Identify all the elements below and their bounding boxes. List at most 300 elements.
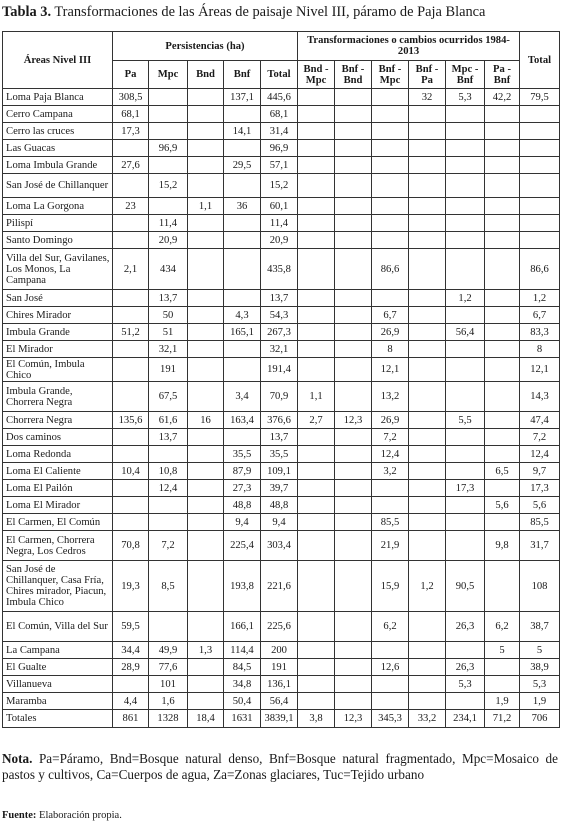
value-cell: 7,2 — [372, 429, 409, 446]
header-sub: Pa - Bnf — [485, 61, 520, 89]
value-cell — [298, 123, 335, 140]
value-cell: 267,3 — [261, 324, 298, 341]
value-cell: 34,8 — [224, 676, 261, 693]
value-cell — [446, 307, 485, 324]
value-cell — [113, 446, 149, 463]
value-cell: 32 — [409, 89, 446, 106]
value-cell — [335, 446, 372, 463]
value-cell — [113, 358, 149, 382]
value-cell — [446, 642, 485, 659]
value-cell — [298, 612, 335, 642]
value-cell — [446, 693, 485, 710]
value-cell — [485, 215, 520, 232]
value-cell — [446, 106, 485, 123]
value-cell — [485, 429, 520, 446]
value-cell: 29,5 — [224, 157, 261, 174]
table-row — [3, 341, 560, 358]
value-cell: 200 — [261, 642, 298, 659]
value-cell — [409, 290, 446, 307]
value-cell — [298, 140, 335, 157]
value-cell: 4,3 — [224, 307, 261, 324]
value-cell — [409, 612, 446, 642]
value-cell — [188, 157, 224, 174]
area-name-cell: Loma El Caliente — [3, 463, 113, 480]
value-cell — [335, 514, 372, 531]
area-name-cell: Imbula Grande — [3, 324, 113, 341]
value-cell — [409, 463, 446, 480]
value-cell — [113, 676, 149, 693]
value-cell — [335, 106, 372, 123]
area-name-cell: El Común, Imbula Chico — [3, 358, 113, 382]
header-sub: Bnd — [188, 61, 224, 89]
value-cell: 47,4 — [520, 412, 560, 429]
value-cell: 56,4 — [446, 324, 485, 341]
value-cell: 34,4 — [113, 642, 149, 659]
value-cell: 2,1 — [113, 249, 149, 290]
value-cell: 234,1 — [446, 710, 485, 728]
value-cell: 345,3 — [372, 710, 409, 728]
value-cell — [335, 497, 372, 514]
value-cell: 35,5 — [224, 446, 261, 463]
value-cell: 85,5 — [372, 514, 409, 531]
value-cell: 87,9 — [224, 463, 261, 480]
area-name-cell: Loma Paja Blanca — [3, 89, 113, 106]
value-cell — [335, 358, 372, 382]
value-cell: 26,3 — [446, 659, 485, 676]
value-cell — [298, 307, 335, 324]
value-cell: 308,5 — [113, 89, 149, 106]
value-cell: 56,4 — [261, 693, 298, 710]
value-cell: 18,4 — [188, 710, 224, 728]
value-cell: 5 — [485, 642, 520, 659]
value-cell: 28,9 — [113, 659, 149, 676]
header-sub: Total — [261, 61, 298, 89]
value-cell — [409, 429, 446, 446]
value-cell — [520, 174, 560, 198]
value-cell: 1631 — [224, 710, 261, 728]
value-cell — [446, 463, 485, 480]
area-name-cell: Cerro Campana — [3, 106, 113, 123]
value-cell — [485, 659, 520, 676]
table-row — [3, 514, 560, 531]
value-cell: 83,3 — [520, 324, 560, 341]
value-cell: 9,4 — [261, 514, 298, 531]
table-row — [3, 249, 560, 290]
value-cell — [520, 215, 560, 232]
value-cell: 165,1 — [224, 324, 261, 341]
value-cell — [298, 561, 335, 612]
value-cell: 15,2 — [261, 174, 298, 198]
header-sub: Bnf - Bnd — [335, 61, 372, 89]
value-cell — [188, 89, 224, 106]
value-cell — [188, 174, 224, 198]
value-cell: 8 — [520, 341, 560, 358]
value-cell — [335, 561, 372, 612]
value-cell — [485, 514, 520, 531]
value-cell: 11,4 — [261, 215, 298, 232]
value-cell — [372, 174, 409, 198]
value-cell — [446, 215, 485, 232]
value-cell: 2,7 — [298, 412, 335, 429]
value-cell: 16 — [188, 412, 224, 429]
value-cell: 15,2 — [149, 174, 188, 198]
value-cell — [298, 89, 335, 106]
value-cell — [372, 215, 409, 232]
area-name-cell: Villa del Sur, Gavilanes, Los Monos, La Campana — [3, 249, 113, 290]
value-cell — [188, 659, 224, 676]
value-cell: 191 — [261, 659, 298, 676]
value-cell: 70,9 — [261, 382, 298, 412]
value-cell — [335, 463, 372, 480]
value-cell — [446, 531, 485, 561]
value-cell — [485, 307, 520, 324]
value-cell — [188, 693, 224, 710]
value-cell — [335, 429, 372, 446]
value-cell — [298, 106, 335, 123]
value-cell — [224, 358, 261, 382]
table-row — [3, 463, 560, 480]
value-cell — [372, 198, 409, 215]
value-cell: 60,1 — [261, 198, 298, 215]
value-cell — [335, 642, 372, 659]
value-cell — [113, 140, 149, 157]
value-cell: 5,6 — [485, 497, 520, 514]
value-cell — [224, 341, 261, 358]
table-row — [3, 480, 560, 497]
value-cell — [409, 659, 446, 676]
table-row — [3, 382, 560, 412]
value-cell: 225,6 — [261, 612, 298, 642]
value-cell: 1,2 — [520, 290, 560, 307]
value-cell — [113, 514, 149, 531]
value-cell — [372, 642, 409, 659]
value-cell: 108 — [520, 561, 560, 612]
table-row — [3, 561, 560, 612]
value-cell — [372, 140, 409, 157]
value-cell — [188, 341, 224, 358]
value-cell: 5,5 — [446, 412, 485, 429]
value-cell: 49,9 — [149, 642, 188, 659]
value-cell: 50,4 — [224, 693, 261, 710]
value-cell — [409, 198, 446, 215]
value-cell — [188, 514, 224, 531]
value-cell — [335, 157, 372, 174]
value-cell: 84,5 — [224, 659, 261, 676]
value-cell — [113, 382, 149, 412]
value-cell: 86,6 — [520, 249, 560, 290]
area-name-cell: San José de Chillanquer, Casa Fría, Chires mirador, Piacun, Imbula Chico — [3, 561, 113, 612]
value-cell: 1,2 — [409, 561, 446, 612]
header-sub: Bnf - Pa — [409, 61, 446, 89]
area-name-cell: La Campana — [3, 642, 113, 659]
value-cell: 3,4 — [224, 382, 261, 412]
value-cell: 33,2 — [409, 710, 446, 728]
value-cell: 96,9 — [261, 140, 298, 157]
value-cell: 31,7 — [520, 531, 560, 561]
value-cell: 12,1 — [520, 358, 560, 382]
value-cell — [188, 531, 224, 561]
value-cell — [409, 642, 446, 659]
value-cell: 85,5 — [520, 514, 560, 531]
value-cell: 4,4 — [113, 693, 149, 710]
value-cell — [149, 123, 188, 140]
value-cell — [335, 89, 372, 106]
value-cell — [372, 497, 409, 514]
value-cell — [409, 232, 446, 249]
value-cell: 445,6 — [261, 89, 298, 106]
header-transformaciones: Transformaciones o cambios ocurridos 1984-2013 — [298, 32, 520, 61]
value-cell: 67,5 — [149, 382, 188, 412]
value-cell — [372, 290, 409, 307]
table-row — [3, 693, 560, 710]
value-cell — [372, 89, 409, 106]
value-cell: 17,3 — [520, 480, 560, 497]
table-row — [3, 290, 560, 307]
value-cell: 13,7 — [261, 290, 298, 307]
value-cell: 27,6 — [113, 157, 149, 174]
table-row — [3, 324, 560, 341]
value-cell: 12,3 — [335, 412, 372, 429]
value-cell: 59,5 — [113, 612, 149, 642]
value-cell — [446, 123, 485, 140]
area-name-cell: El Carmen, Chorrera Negra, Los Cedros — [3, 531, 113, 561]
value-cell — [298, 157, 335, 174]
value-cell — [188, 497, 224, 514]
value-cell: 376,6 — [261, 412, 298, 429]
value-cell — [335, 693, 372, 710]
table-row — [3, 612, 560, 642]
value-cell — [485, 232, 520, 249]
value-cell — [446, 446, 485, 463]
value-cell — [485, 324, 520, 341]
value-cell — [409, 446, 446, 463]
value-cell — [446, 174, 485, 198]
value-cell: 39,7 — [261, 480, 298, 497]
value-cell: 706 — [520, 710, 560, 728]
value-cell — [485, 290, 520, 307]
value-cell — [188, 463, 224, 480]
value-cell: 5 — [520, 642, 560, 659]
table-row — [3, 429, 560, 446]
value-cell — [335, 324, 372, 341]
value-cell: 861 — [113, 710, 149, 728]
value-cell — [188, 429, 224, 446]
value-cell — [113, 341, 149, 358]
area-name-cell: Loma Imbula Grande — [3, 157, 113, 174]
value-cell — [298, 514, 335, 531]
value-cell: 12,3 — [335, 710, 372, 728]
header-persistencias: Persistencias (ha) — [113, 32, 298, 61]
table-row — [3, 412, 560, 429]
value-cell: 13,7 — [261, 429, 298, 446]
value-cell: 5,3 — [520, 676, 560, 693]
value-cell — [188, 676, 224, 693]
value-cell: 48,8 — [261, 497, 298, 514]
value-cell — [409, 531, 446, 561]
value-cell: 70,8 — [113, 531, 149, 561]
value-cell — [409, 123, 446, 140]
value-cell: 17,3 — [113, 123, 149, 140]
value-cell: 163,4 — [224, 412, 261, 429]
value-cell — [485, 446, 520, 463]
value-cell: 6,5 — [485, 463, 520, 480]
value-cell: 32,1 — [261, 341, 298, 358]
value-cell — [409, 358, 446, 382]
value-cell — [409, 307, 446, 324]
value-cell: 5,3 — [446, 89, 485, 106]
value-cell — [485, 341, 520, 358]
area-name-cell: Loma Redonda — [3, 446, 113, 463]
value-cell — [188, 140, 224, 157]
value-cell — [149, 446, 188, 463]
value-cell — [409, 514, 446, 531]
value-cell — [298, 429, 335, 446]
value-cell: 13,2 — [372, 382, 409, 412]
value-cell — [520, 157, 560, 174]
value-cell: 3,8 — [298, 710, 335, 728]
table-row — [3, 123, 560, 140]
value-cell: 303,4 — [261, 531, 298, 561]
value-cell — [409, 412, 446, 429]
table-source — [2, 810, 122, 822]
table-row — [3, 358, 560, 382]
value-cell — [372, 123, 409, 140]
value-cell: 90,5 — [446, 561, 485, 612]
area-name-cell: El Gualte — [3, 659, 113, 676]
header-sub: Bnd - Mpc — [298, 61, 335, 89]
value-cell — [224, 140, 261, 157]
value-cell: 114,4 — [224, 642, 261, 659]
value-cell: 35,5 — [261, 446, 298, 463]
table-row — [3, 198, 560, 215]
value-cell — [188, 106, 224, 123]
value-cell: 26,9 — [372, 412, 409, 429]
value-cell — [188, 382, 224, 412]
value-cell: 51,2 — [113, 324, 149, 341]
value-cell — [409, 480, 446, 497]
value-cell — [446, 249, 485, 290]
value-cell — [335, 249, 372, 290]
note-label: Nota. — [2, 751, 33, 766]
value-cell: 42,2 — [485, 89, 520, 106]
value-cell — [113, 480, 149, 497]
area-name-cell: Maramba — [3, 693, 113, 710]
value-cell — [335, 232, 372, 249]
value-cell — [149, 157, 188, 174]
area-name-cell: Loma El Pailón — [3, 480, 113, 497]
totals-row — [3, 710, 560, 728]
value-cell — [446, 497, 485, 514]
area-name-cell: Dos caminos — [3, 429, 113, 446]
area-name-cell: San José — [3, 290, 113, 307]
value-cell — [113, 174, 149, 198]
value-cell: 137,1 — [224, 89, 261, 106]
value-cell — [335, 198, 372, 215]
value-cell: 10,8 — [149, 463, 188, 480]
value-cell: 12,4 — [149, 480, 188, 497]
table-row — [3, 140, 560, 157]
value-cell: 38,7 — [520, 612, 560, 642]
area-name-cell: Loma El Mirador — [3, 497, 113, 514]
area-name-cell: Chires Mirador — [3, 307, 113, 324]
table-row — [3, 215, 560, 232]
value-cell — [485, 676, 520, 693]
value-cell — [188, 290, 224, 307]
value-cell: 1,1 — [188, 198, 224, 215]
value-cell: 26,3 — [446, 612, 485, 642]
value-cell: 17,3 — [446, 480, 485, 497]
area-name-cell: San José de Chillanquer — [3, 174, 113, 198]
value-cell: 7,2 — [149, 531, 188, 561]
value-cell — [409, 249, 446, 290]
table-row — [3, 497, 560, 514]
value-cell — [485, 561, 520, 612]
value-cell: 193,8 — [224, 561, 261, 612]
caption-label: Tabla 3. — [2, 4, 52, 20]
value-cell — [149, 514, 188, 531]
value-cell: 11,4 — [149, 215, 188, 232]
value-cell — [446, 341, 485, 358]
value-cell: 1,1 — [298, 382, 335, 412]
value-cell — [298, 531, 335, 561]
value-cell: 32,1 — [149, 341, 188, 358]
value-cell — [335, 123, 372, 140]
header-sub: Bnf — [224, 61, 261, 89]
value-cell — [335, 307, 372, 324]
value-cell: 136,1 — [261, 676, 298, 693]
value-cell: 3,2 — [372, 463, 409, 480]
value-cell — [298, 290, 335, 307]
table-row — [3, 106, 560, 123]
value-cell — [298, 693, 335, 710]
value-cell — [335, 215, 372, 232]
value-cell: 54,3 — [261, 307, 298, 324]
value-cell — [188, 307, 224, 324]
value-cell — [298, 198, 335, 215]
value-cell — [446, 232, 485, 249]
value-cell — [298, 232, 335, 249]
header-sub: Mpc — [149, 61, 188, 89]
table-row — [3, 676, 560, 693]
table-body — [3, 89, 560, 728]
value-cell — [298, 463, 335, 480]
value-cell — [113, 307, 149, 324]
value-cell — [446, 382, 485, 412]
value-cell — [298, 642, 335, 659]
area-name-cell: Chorrera Negra — [3, 412, 113, 429]
value-cell — [409, 676, 446, 693]
value-cell: 9,8 — [485, 531, 520, 561]
value-cell: 109,1 — [261, 463, 298, 480]
value-cell: 12,4 — [520, 446, 560, 463]
value-cell — [188, 446, 224, 463]
value-cell — [335, 174, 372, 198]
value-cell — [485, 106, 520, 123]
value-cell: 23 — [113, 198, 149, 215]
value-cell — [409, 215, 446, 232]
value-cell: 191 — [149, 358, 188, 382]
value-cell: 71,2 — [485, 710, 520, 728]
value-cell: 225,4 — [224, 531, 261, 561]
value-cell: 68,1 — [113, 106, 149, 123]
value-cell — [372, 480, 409, 497]
value-cell: 26,9 — [372, 324, 409, 341]
value-cell: 68,1 — [261, 106, 298, 123]
value-cell — [520, 106, 560, 123]
value-cell — [372, 693, 409, 710]
value-cell — [520, 198, 560, 215]
value-cell — [149, 198, 188, 215]
